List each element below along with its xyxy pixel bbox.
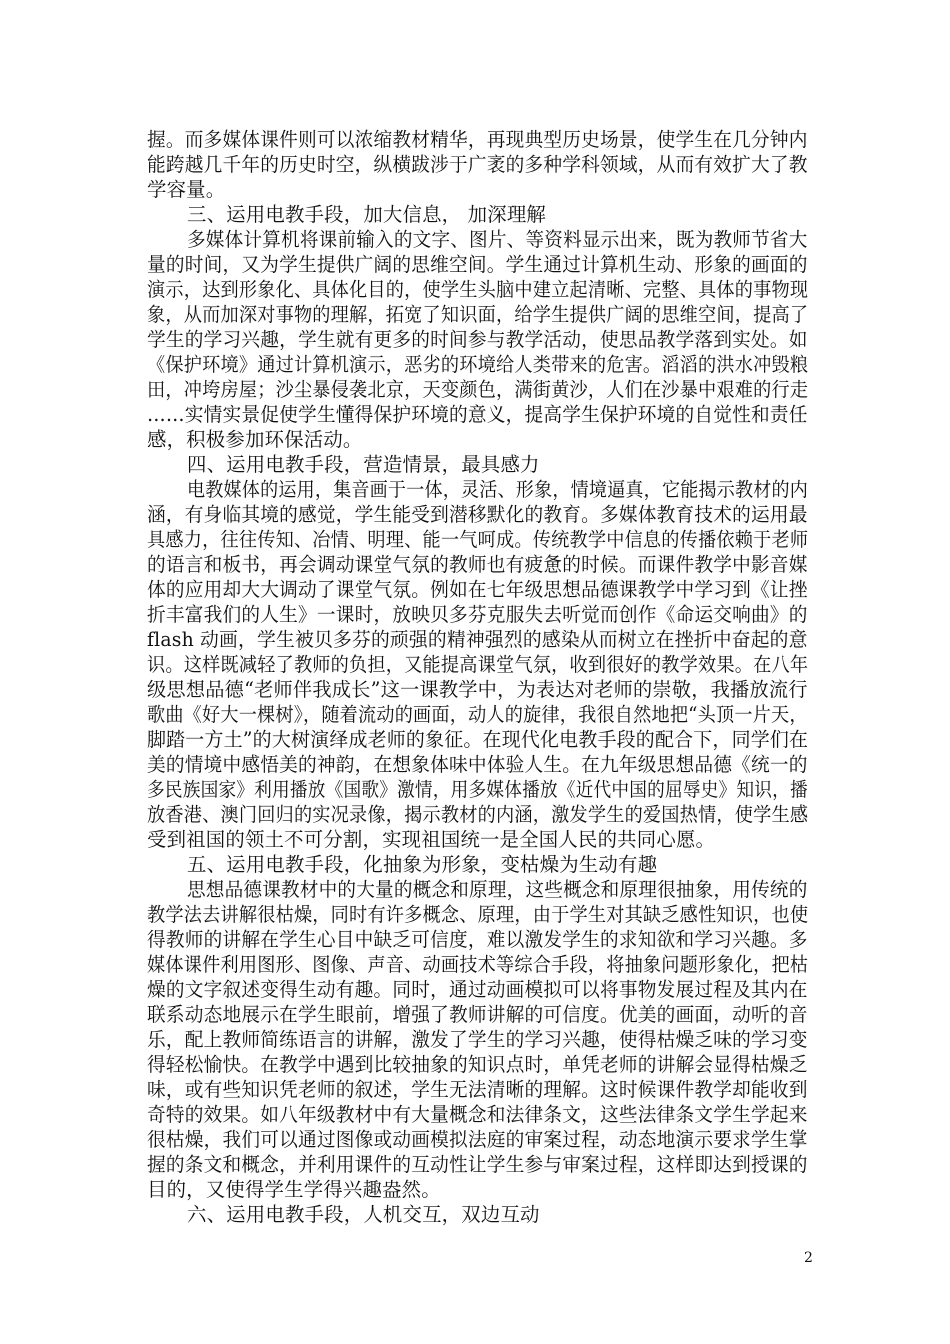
text-line: 得教师的讲解在学生心目中缺乏可信度，难以激发学生的求知欲和学习兴趣。多 bbox=[147, 928, 808, 951]
text-line: 电教媒体的运用，集音画于一体，灵活、形象，情境逼真，它能揭示教材的内 bbox=[187, 478, 809, 501]
text-line: 学生的学习兴趣，学生就有更多的时间参与教学活动，使思品教学落到实处。如 bbox=[147, 328, 808, 351]
text-line: 多民族国家》利用播放《国歌》激情，用多媒体播放《近代中国的屈辱史》知识，播 bbox=[147, 778, 808, 801]
text-line: 很枯燥，我们可以通过图像或动画模拟法庭的审案过程，动态地演示要求学生掌 bbox=[147, 1128, 808, 1151]
text-line: 折丰富我们的人生》一课时，放映贝多芬克服失去听觉而创作《命运交响曲》的 bbox=[147, 603, 808, 626]
text-line: 的语言和板书，再会调动课堂气氛的教师也有疲惫的时候。而课件教学中影音媒 bbox=[147, 553, 808, 576]
text-line: 奇特的效果。如八年级教材中有大量概念和法律条文，这些法律条文学生学起来 bbox=[147, 1103, 808, 1126]
text-line: 具感力，往往传知、冶情、明理、能一气呵成。传统教学中信息的传播依赖于老师 bbox=[147, 528, 809, 551]
text-line: 媒体课件利用图形、图像、声音、动画技术等综合手段，将抽象问题形象化，把枯 bbox=[147, 953, 809, 976]
text-line: 得轻松愉快。在教学中遇到比较抽象的知识点时，单凭老师的讲解会显得枯燥乏 bbox=[147, 1053, 808, 1076]
text-line: 学容量。 bbox=[147, 178, 226, 201]
text-line: 联系动态地展示在学生眼前，增强了教师讲解的可信度。优美的画面，动听的音 bbox=[147, 1003, 808, 1026]
text-line: 演示，达到形象化、具体化目的，使学生头脑中建立起清晰、完整、具体的事物现 bbox=[147, 278, 809, 301]
text-line: 多媒体计算机将课前输入的文字、图片、等资料显示出来，既为教师节省大 bbox=[187, 228, 808, 251]
text-line: 握。而多媒体课件则可以浓缩教材精华，再现典型历史场景，使学生在几分钟内 bbox=[147, 128, 808, 151]
text-line: flash 动画，学生被贝多芬的顽强的精神强烈的感染从而树立在挫折中奋起的意 bbox=[147, 628, 808, 651]
text-line: 握的条文和概念，并利用课件的互动性让学生参与审案过程，这样即达到授课的 bbox=[147, 1153, 808, 1176]
section-heading-4: 四、运用电教手段，营造情景，最具感力 bbox=[187, 453, 540, 476]
text-line: 感，积极参加环保活动。 bbox=[147, 428, 363, 451]
text-line: 量的时间，又为学生提供广阔的思维空间。学生通过计算机生动、形象的画面的 bbox=[147, 253, 808, 276]
text-line: 燥的文字叙述变得生动有趣。同时，通过动画模拟可以将事物发展过程及其内在 bbox=[147, 978, 808, 1001]
text-line: 放香港、澳门回归的实况录像，揭示教材的内涵，激发学生的爱国热情，使学生感 bbox=[147, 803, 809, 826]
text-line: 涵，有身临其境的感觉，学生能受到潜移默化的教育。多媒体教育技术的运用最 bbox=[147, 503, 808, 526]
text-line: 教学法去讲解很枯燥，同时有许多概念、原理，由于学生对其缺乏感性知识，也使 bbox=[147, 903, 809, 926]
text-line: 识。这样既减轻了教师的负担，又能提高课堂气氛，收到很好的教学效果。在八年 bbox=[147, 653, 809, 676]
text-line: 乐，配上教师简练语言的讲解，激发了学生的学习兴趣，使得枯燥乏味的学习变 bbox=[147, 1028, 808, 1051]
text-line: 《保护环境》通过计算机演示，恶劣的环境给人类带来的危害。滔滔的洪水冲毁粮 bbox=[147, 353, 809, 376]
text-line: 田，冲垮房屋；沙尘暴侵袭北京，天变颜色，满街黄沙，人们在沙暴中艰难的行走 bbox=[147, 378, 809, 401]
text-line: 歌曲《好大一棵树》，随着流动的画面，动人的旋律，我很自然地把“头顶一片天， bbox=[147, 703, 808, 726]
text-line: 味，或有些知识凭老师的叙述，学生无法清晰的理解。这时候课件教学却能收到 bbox=[147, 1078, 808, 1101]
section-heading-6: 六、运用电教手段，人机交互，双边互动 bbox=[187, 1203, 540, 1226]
text-line: 目的，又使得学生学得兴趣盎然。 bbox=[147, 1178, 441, 1201]
text-line: 美的情境中感悟美的神韵，在想象体味中体验人生。在九年级思想品德《统一的 bbox=[147, 753, 808, 776]
text-line: 思想品德课教材中的大量的概念和原理，这些概念和原理很抽象，用传统的 bbox=[187, 878, 808, 901]
text-line: 受到祖国的领土不可分割，实现祖国统一是全国人民的共同心愿。 bbox=[147, 828, 716, 851]
text-line: ……实情实景促使学生懂得保护环境的意义，提高学生保护环境的自觉性和责任 bbox=[147, 403, 808, 426]
page-number: 2 bbox=[804, 1250, 813, 1266]
text-line: 体的应用却大大调动了课堂气氛。例如在七年级思想品德课教学中学习到《让挫 bbox=[147, 578, 808, 601]
text-line: 级思想品德“老师伴我成长”这一课教学中，为表达对老师的崇敬，我播放流行 bbox=[147, 678, 808, 701]
section-heading-3: 三、运用电教手段，加大信息， 加深理解 bbox=[187, 203, 546, 226]
text-line: 象，从而加深对事物的理解，拓宽了知识面，给学生提供广阔的思维空间，提高了 bbox=[147, 303, 809, 326]
section-heading-5: 五、运用电教手段，化抽象为形象，变枯燥为生动有趣 bbox=[187, 853, 658, 876]
text-line: 脚踏一方土”的大树演绎成老师的象征。在现代化电教手段的配合下，同学们在 bbox=[147, 728, 809, 751]
text-line: 能跨越几千年的历史时空，纵横跋涉于广袤的多种学科领域，从而有效扩大了教 bbox=[147, 153, 808, 176]
